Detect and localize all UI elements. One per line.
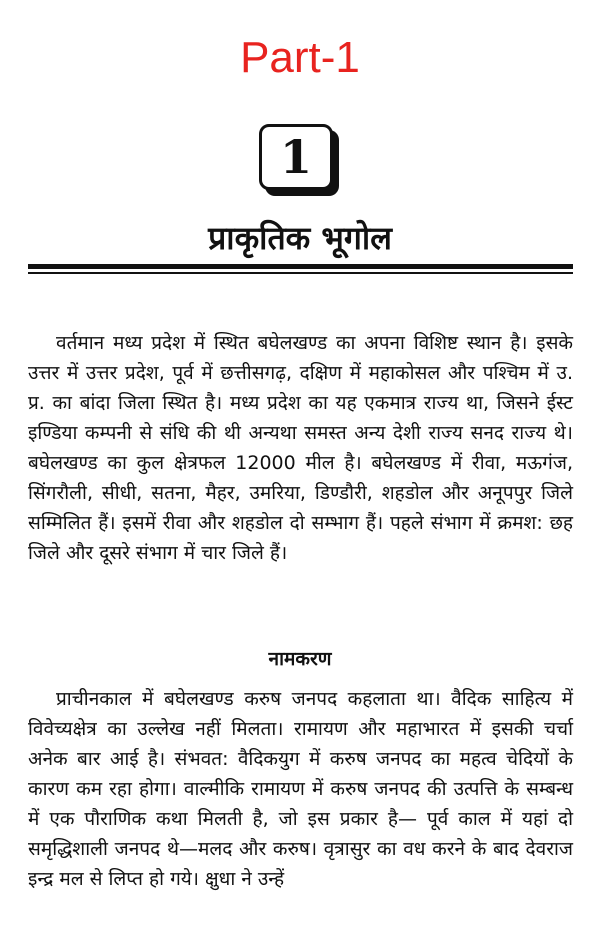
section-paragraph: प्राचीनकाल में बघेलखण्ड करुष जनपद कहलाता था। वैदिक साहित्य में विवेच्यक्षेत्र का उल्लेख नहीं मिलता। रामायण और महाभारत में इसकी चर्चा अनेक बार आई है। संभवत: वैदिकयुग में करुष जनपद का महत्व चेदियों के कारण कम रहा होगा। वाल्मीकि रामायण में करुष जनपद की उत्पत्ति के सम्बन्ध में एक पौराणिक कथा मिलती है, जो इस प्रकार है— पूर्व काल में यहां दो समृद्धिशाली जनपद थे—मलद और करुष। वृत्रासुर का वध करने के बाद देवराज इन्द्र मल से लिप्त हो गये। क्षुधा ने उन्हें (28, 688, 573, 890)
intro-paragraph: वर्तमान मध्य प्रदेश में स्थित बघेलखण्ड का अपना विशिष्ट स्थान है। इसके उत्तर में उत्तर प्रदेश, पूर्व में छत्तीसगढ़, दक्षिण में महाकोसल और पश्चिम में उ. प्र. का बांदा जिला स्थित है। मध्य प्रदेश का यह एकमात्र राज्य था, जिसने ईस्ट इण्डिया कम्पनी से संधि की थी अन्यथा समस्त अन्य देशी राज्य सनद राज्य थे। बघेलखण्ड का कुल क्षेत्रफल 12000 मील है। बघेलखण्ड में रीवा, मऊगंज, सिंगरौली, सीधी, सतना, मैहर, उमरिया, डिण्डौरी, शहडोल और अनूपपुर जिले सम्मिलित हैं। इसमें रीवा और शहडोल दो सम्भाग हैं। पहले संभाग में क्रमश: छह जिले और दूसरे संभाग में चार जिले हैं। (28, 332, 573, 564)
section-heading: नामकरण (268, 648, 332, 670)
title-divider-thin (28, 272, 573, 274)
chapter-title: प्राकृतिक भूगोल (208, 219, 392, 257)
title-divider-thick (28, 264, 573, 269)
chapter-number-box (259, 124, 333, 190)
part-label: Part-1 (240, 33, 360, 82)
chapter-number: 1 (279, 130, 312, 184)
